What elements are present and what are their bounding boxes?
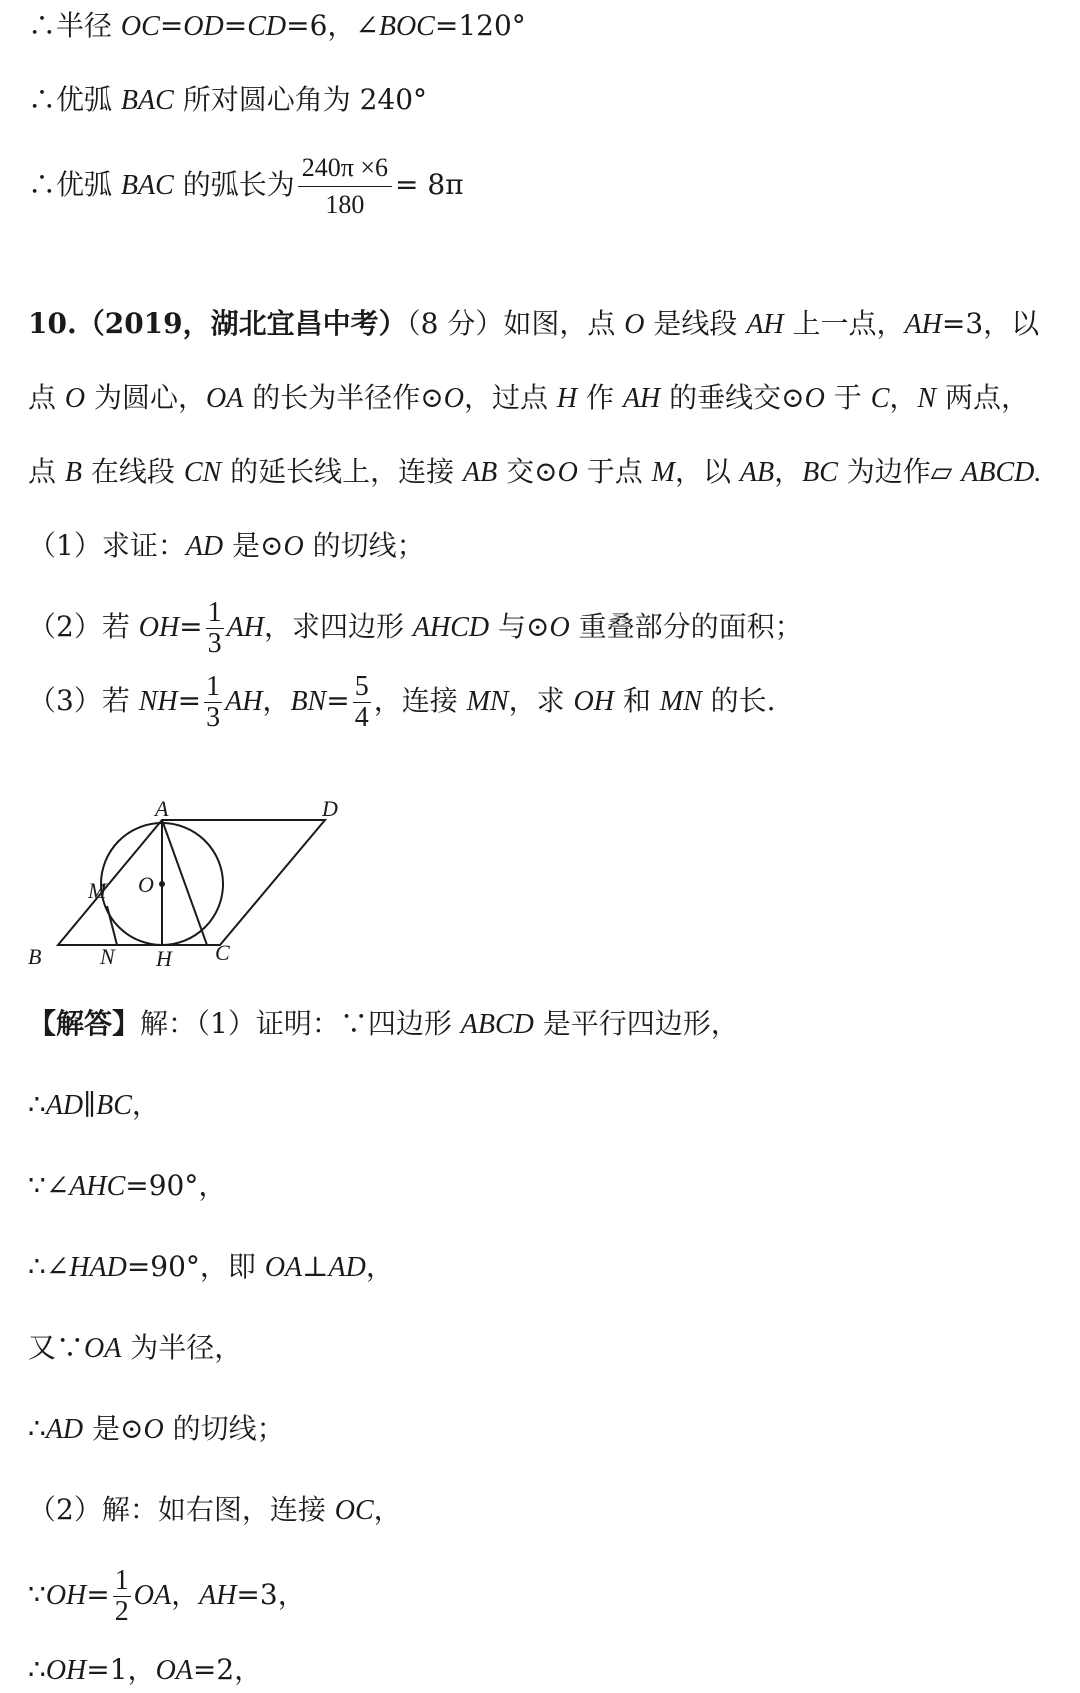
label-d: D [322,800,338,821]
solution-line-3: ∵∠AHC=90°， [28,1169,227,1202]
question-10-line-3: 点 B 在线段 CN 的延长线上，连接 AB 交⊙O 于点 M，以 AB，BC 为边作▱ ABCD. [28,455,1042,488]
solution-line-5: 又∵OA 为半径， [28,1331,243,1364]
label-c: C [215,940,230,965]
question-10-line-1: 10.（2019，湖北宜昌中考）（8 分）如图，点 O 是线段 AH 上一点，AH=3，以 [28,307,1040,340]
label-h: H [156,946,172,970]
solution-line-2: ∴AD∥BC， [28,1088,160,1121]
segment-mn [107,906,117,945]
center-point-o [159,881,165,887]
label-o: O [138,872,154,897]
segment-ac [162,820,207,945]
solution-line-8: ∵OH= $\frac{1}{2}$ OA，AH=3， [28,1565,306,1627]
fraction-one-half: $\frac{1}{2}$ [114,1565,129,1627]
arc-radius-line: ∴半径 OC=OD=CD=6，∠BOC=120° [28,9,526,42]
solution-line-6: ∴AD 是⊙O 的切线； [28,1412,285,1445]
label-b: B [28,944,42,969]
solution-line-7: （2）解：如右图，连接 OC， [28,1493,402,1526]
solution-line-9: ∴OH=1，OA=2， [28,1653,263,1686]
answer-tag: 【解答】 [28,1007,141,1040]
arc-length-line: ∴优弧 BAC 的弧长为 $\frac{240\pi \times 6}{180}$ = 8π [28,150,1060,223]
question-part-2: （2）若 OH= $\frac{1}{3}$ AH，求四边形 AHCD 与⊙O 重叠部分的面积； [28,597,803,659]
solution-line-1: 【解答】解：（1）证明：∵四边形 ABCD 是平行四边形， [28,1007,739,1040]
arc-angle-line: ∴优弧 BAC 所对圆心角为 240° [28,83,428,116]
question-10-line-2: 点 O 为圆心，OA 的长为半径作⊙O，过点 H 作 AH 的垂线交⊙O 于 C，N 两点， [28,381,1029,414]
question-part-1: （1）求证：AD 是⊙O 的切线； [28,529,425,562]
label-m: M [88,878,107,903]
question-part-3: （3）若 NH= $\frac{1}{3}$ AH，BN= $\frac{5}{4}$ ，连接 MN，求 OH 和 MN 的长. [28,671,776,733]
fraction-five-fourths: $\frac{5}{4}$ [354,671,369,733]
solution-line-4: ∴∠HAD=90°，即 OA⊥AD， [28,1250,394,1283]
fraction-one-third: $\frac{1}{3}$ [206,671,221,733]
fraction-one-third: $\frac{1}{3}$ [207,597,222,659]
label-a: A [155,800,169,821]
arc-length-fraction: $\frac{240\pi \times 6}{180}$ [298,150,392,223]
geometry-figure [20,800,350,970]
label-n: N [100,944,115,969]
question-number: 10.（2019，湖北宜昌中考） [28,307,407,340]
